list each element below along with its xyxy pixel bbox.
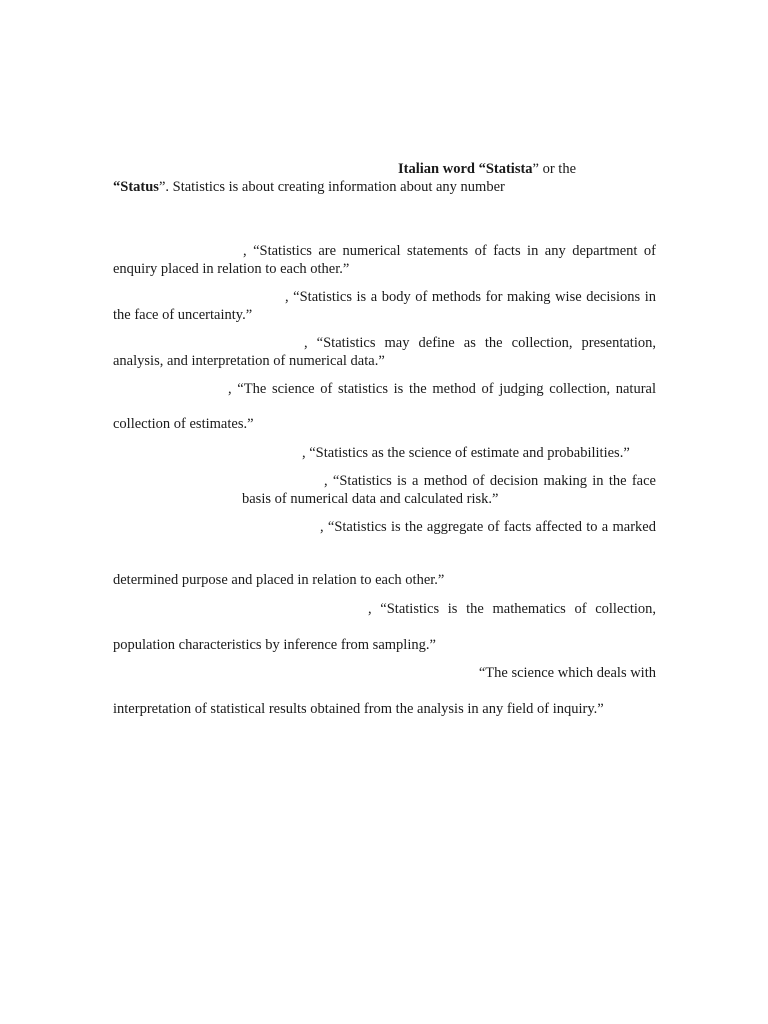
intro-or-the: ” or the: [532, 161, 577, 177]
intro-statistics-text: ”. Statistics is about creating information about any number: [158, 179, 505, 195]
definition-8-line-2: population characteristics by inference from sampling.”: [113, 637, 436, 653]
definition-9-line-1: “The science which deals with: [478, 665, 656, 681]
definition-3-line-1: , “Statistics may define as the collection, presentation,: [304, 335, 656, 351]
definition-4-line-2: collection of estimates.”: [113, 416, 254, 432]
intro-italian-word: Italian word “Statista: [398, 161, 533, 177]
definition-5-line-1: , “Statistics as the science of estimate and probabilities.”: [302, 445, 630, 461]
definition-2-line-1: , “Statistics is a body of methods for making wise decisions in: [285, 289, 656, 305]
intro-status-word: “Status: [113, 179, 159, 195]
definition-8-line-1: , “Statistics is the mathematics of collection,: [368, 601, 656, 617]
definition-1-line-1: , “Statistics are numerical statements of facts in any department of: [243, 243, 656, 259]
intro-line-1: [398, 159, 576, 179]
definition-9-line-2: interpretation of statistical results obtained from the analysis in any field of inquiry.”: [113, 701, 604, 717]
definition-4-line-1: , “The science of statistics is the method of judging collection, natural: [228, 381, 656, 397]
definition-1-line-2: enquiry placed in relation to each other.”: [113, 261, 350, 277]
definition-2-line-2: the face of uncertainty.”: [113, 307, 253, 323]
definition-7-line-2: determined purpose and placed in relation to each other.”: [113, 572, 445, 588]
definition-6-line-1: , “Statistics is a method of decision making in the face: [324, 473, 656, 489]
definition-6-line-2: basis of numerical data and calculated risk.”: [242, 491, 499, 507]
definition-3-line-2: analysis, and interpretation of numerical data.”: [113, 353, 385, 369]
definition-7-line-1: , “Statistics is the aggregate of facts affected to a marked: [320, 519, 656, 535]
intro-line-2: [113, 177, 505, 197]
